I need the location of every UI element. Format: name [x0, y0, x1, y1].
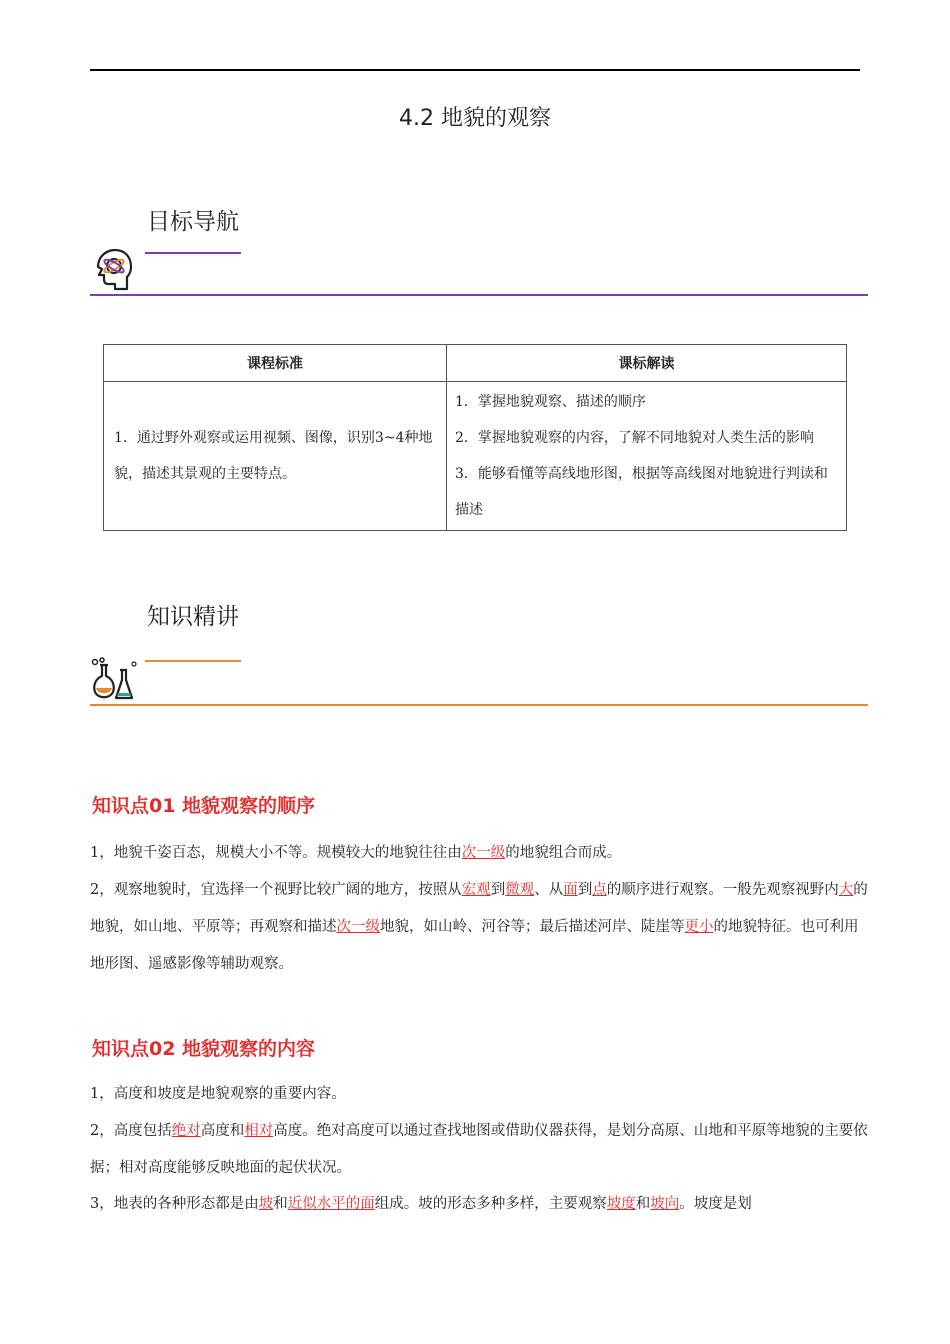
interpretation-cell — [447, 382, 847, 531]
interpretation-item: 1．掌握地貌观察、描述的顺序 — [455, 394, 646, 410]
brain-head-icon — [90, 247, 134, 293]
highlight-term: 坡向 — [650, 1196, 680, 1212]
highlight-term: 近似水平的面 — [287, 1196, 375, 1212]
section-heading-goal: 目标导航 — [147, 209, 239, 235]
document-title: 4.2 地貌的观察 — [399, 106, 551, 131]
highlight-term: 点 — [592, 882, 607, 898]
section-heading-knowledge: 知识精讲 — [147, 604, 239, 630]
standard-text: 1．通过野外观察或运用视频、图像，识别3~4种地貌，描述其景观的主要特点。 — [104, 382, 447, 531]
col-header-standard: 课程标准 — [104, 345, 447, 382]
kp2-paragraph-2: 2，高度包括绝对高度和相对高度。绝对高度可以通过查找地图或借助仪器获得，是划分高原、山地和平原等地貌的主要依据；相对高度能够反映地面的起伏状况。 — [90, 1123, 868, 1176]
highlight-term: 坡 — [258, 1196, 274, 1212]
header-rule — [90, 69, 860, 71]
highlight-term: 绝对 — [171, 1123, 201, 1139]
standards-table-header-row — [104, 345, 847, 382]
interpretation-item: 2．掌握地貌观察的内容，了解不同地貌对人类生活的影响 — [455, 430, 814, 446]
kp1-paragraph-1: 1，地貌千姿百态，规模大小不等。规模较大的地貌往往由次一级的地貌组合而成。 — [90, 845, 622, 861]
knowledge-point-2-title: 知识点02 地貌观察的内容 — [92, 1038, 316, 1060]
highlight-term: 坡度 — [606, 1196, 636, 1212]
highlight-term: 大 — [838, 882, 854, 898]
kp1-paragraph-2: 2，观察地貌时，宜选择一个视野比较广阔的地方，按照从宏观到微观、从面到点的顺序进行观察。一般先观察视野内大的地貌，如山地、平原等；再观察和描述次一级地貌，如山岭、河谷等；最后描述河岸、陡崖等更小的地貌特征。也可利用地形图、遥感影像等辅助观察。 — [90, 882, 868, 972]
section-knowledge-accent-rule — [145, 660, 241, 662]
section-knowledge-rule — [90, 704, 868, 706]
highlight-term: 更小 — [684, 919, 714, 935]
col-header-interpretation: 课标解读 — [447, 345, 847, 382]
standards-table — [103, 344, 847, 531]
section-goal-rule — [90, 294, 868, 296]
highlight-term: 宏观 — [461, 882, 491, 898]
kp2-paragraph-3: 3，地表的各种形态都是由坡和近似水平的面组成。坡的形态多种多样，主要观察坡度和坡向。坡度是划 — [90, 1196, 752, 1212]
knowledge-point-1-title: 知识点01 地貌观察的顺序 — [92, 795, 316, 817]
lab-flask-icon — [90, 656, 140, 702]
highlight-term: 面 — [563, 882, 578, 898]
standards-table-row — [104, 382, 847, 531]
highlight-term: 次一级 — [336, 919, 380, 935]
kp2-paragraph-1: 1，高度和坡度是地貌观察的重要内容。 — [90, 1086, 346, 1102]
interpretation-item: 3．能够看懂等高线地形图，根据等高线图对地貌进行判读和描述 — [455, 466, 828, 518]
highlight-term: 微观 — [505, 882, 535, 898]
section-goal-accent-rule — [145, 252, 241, 254]
highlight-term: 相对 — [244, 1123, 274, 1139]
highlight-term: 次一级 — [461, 845, 506, 861]
